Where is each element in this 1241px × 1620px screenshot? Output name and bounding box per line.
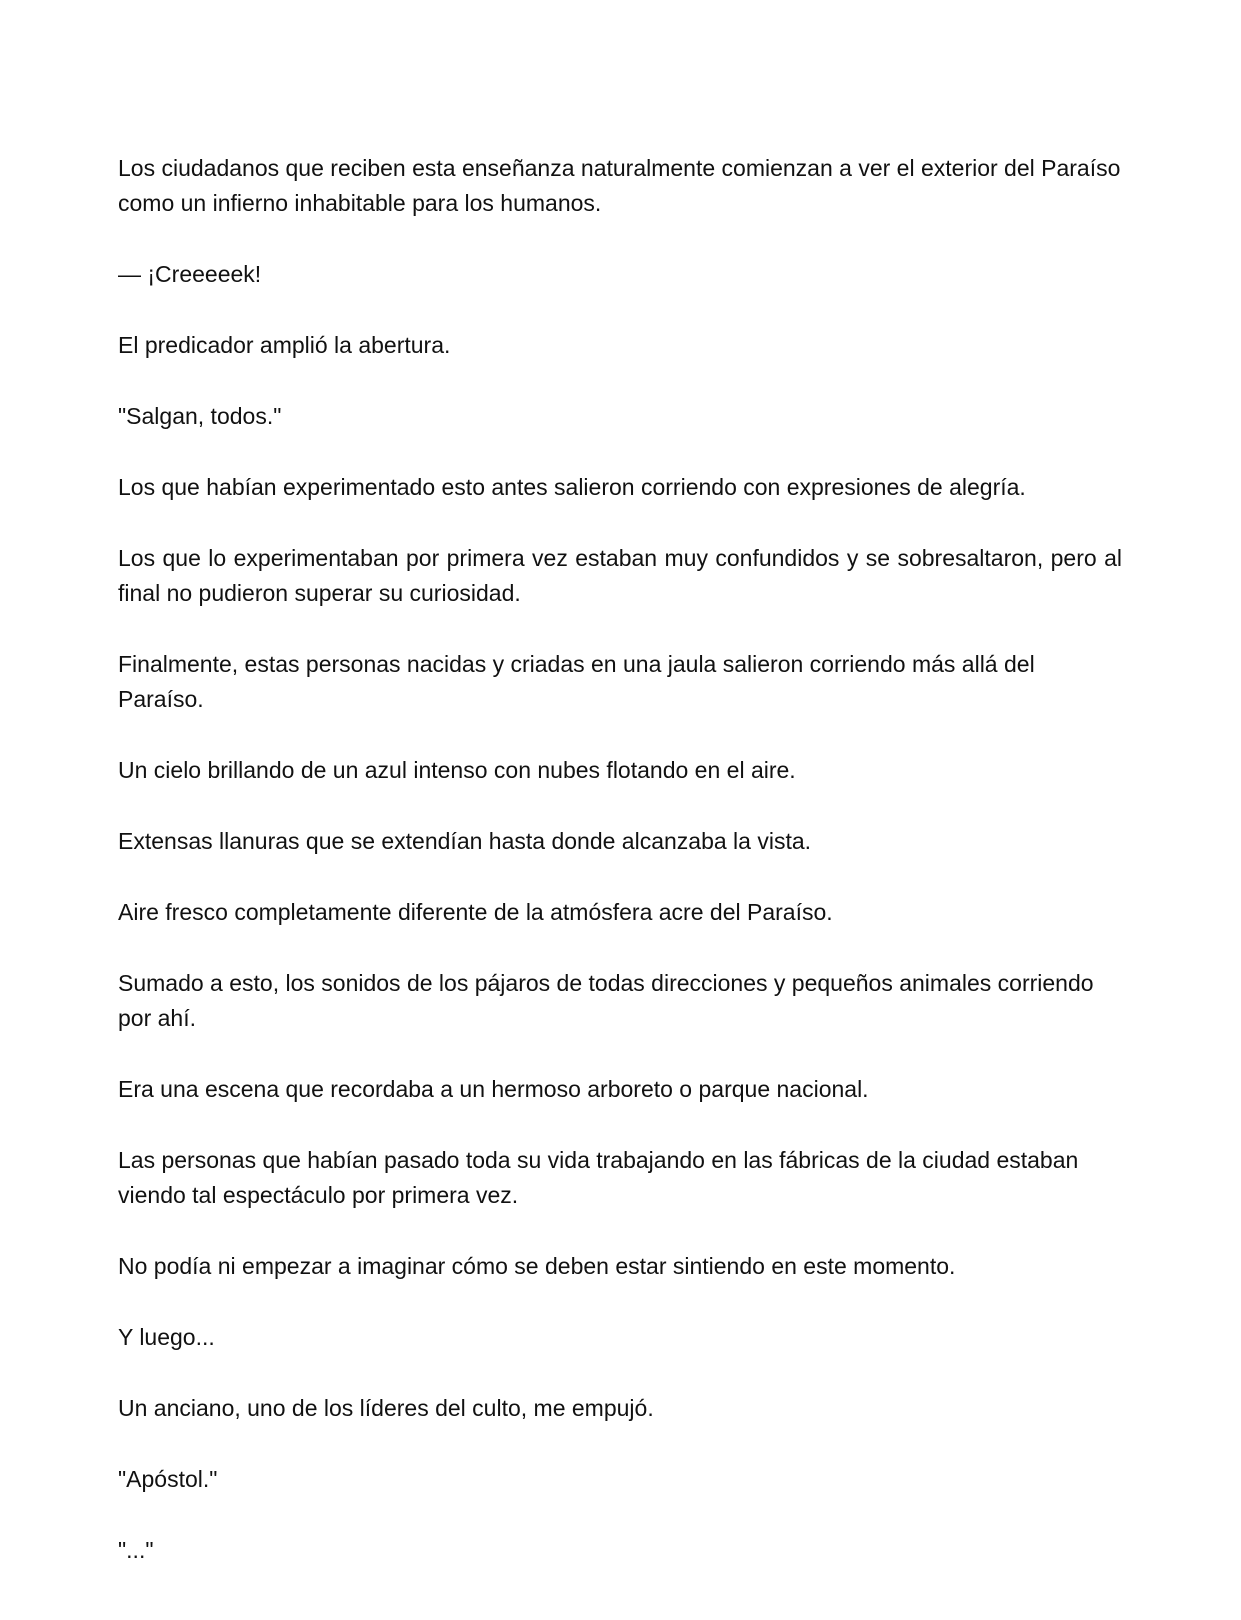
paragraph: "Salgan, todos." bbox=[118, 403, 282, 429]
body-text bbox=[118, 151, 1122, 1604]
paragraph: Un anciano, uno de los líderes del culto, me empujó. bbox=[118, 1395, 654, 1421]
paragraph: Los ciudadanos que reciben esta enseñanza naturalmente comienzan a ver el exterior del Paraíso como un infierno inhabitable para los humanos. bbox=[118, 155, 1121, 216]
paragraph: "..." bbox=[118, 1537, 154, 1563]
paragraph: Y luego... bbox=[118, 1324, 215, 1350]
paragraph: Los que lo experimentaban por primera vez estaban muy confundidos y se sobresaltaron, pero al final no pudieron superar su curiosidad. bbox=[118, 545, 1122, 606]
paragraph: Era una escena que recordaba a un hermoso arboreto o parque nacional. bbox=[118, 1076, 869, 1102]
paragraph: No podía ni empezar a imaginar cómo se deben estar sintiendo en este momento. bbox=[118, 1253, 956, 1279]
paragraph: Aire fresco completamente diferente de la atmósfera acre del Paraíso. bbox=[118, 899, 833, 925]
paragraph: Finalmente, estas personas nacidas y criadas en una jaula salieron corriendo más allá del Paraíso. bbox=[118, 651, 1035, 712]
paragraph: — ¡Creeeeek! bbox=[118, 261, 262, 287]
paragraph: Las personas que habían pasado toda su vida trabajando en las fábricas de la ciudad estaban viendo tal espectáculo por primera vez. bbox=[118, 1147, 1079, 1208]
paragraph: Extensas llanuras que se extendían hasta donde alcanzaba la vista. bbox=[118, 828, 812, 854]
paragraph: El predicador amplió la abertura. bbox=[118, 332, 451, 358]
paragraph: Los que habían experimentado esto antes salieron corriendo con expresiones de alegría. bbox=[118, 474, 1026, 500]
paragraph: "Apóstol." bbox=[118, 1466, 218, 1492]
paragraph: Sumado a esto, los sonidos de los pájaros de todas direcciones y pequeños animales corriendo por ahí. bbox=[118, 970, 1094, 1031]
paragraph: Un cielo brillando de un azul intenso con nubes flotando en el aire. bbox=[118, 757, 796, 783]
